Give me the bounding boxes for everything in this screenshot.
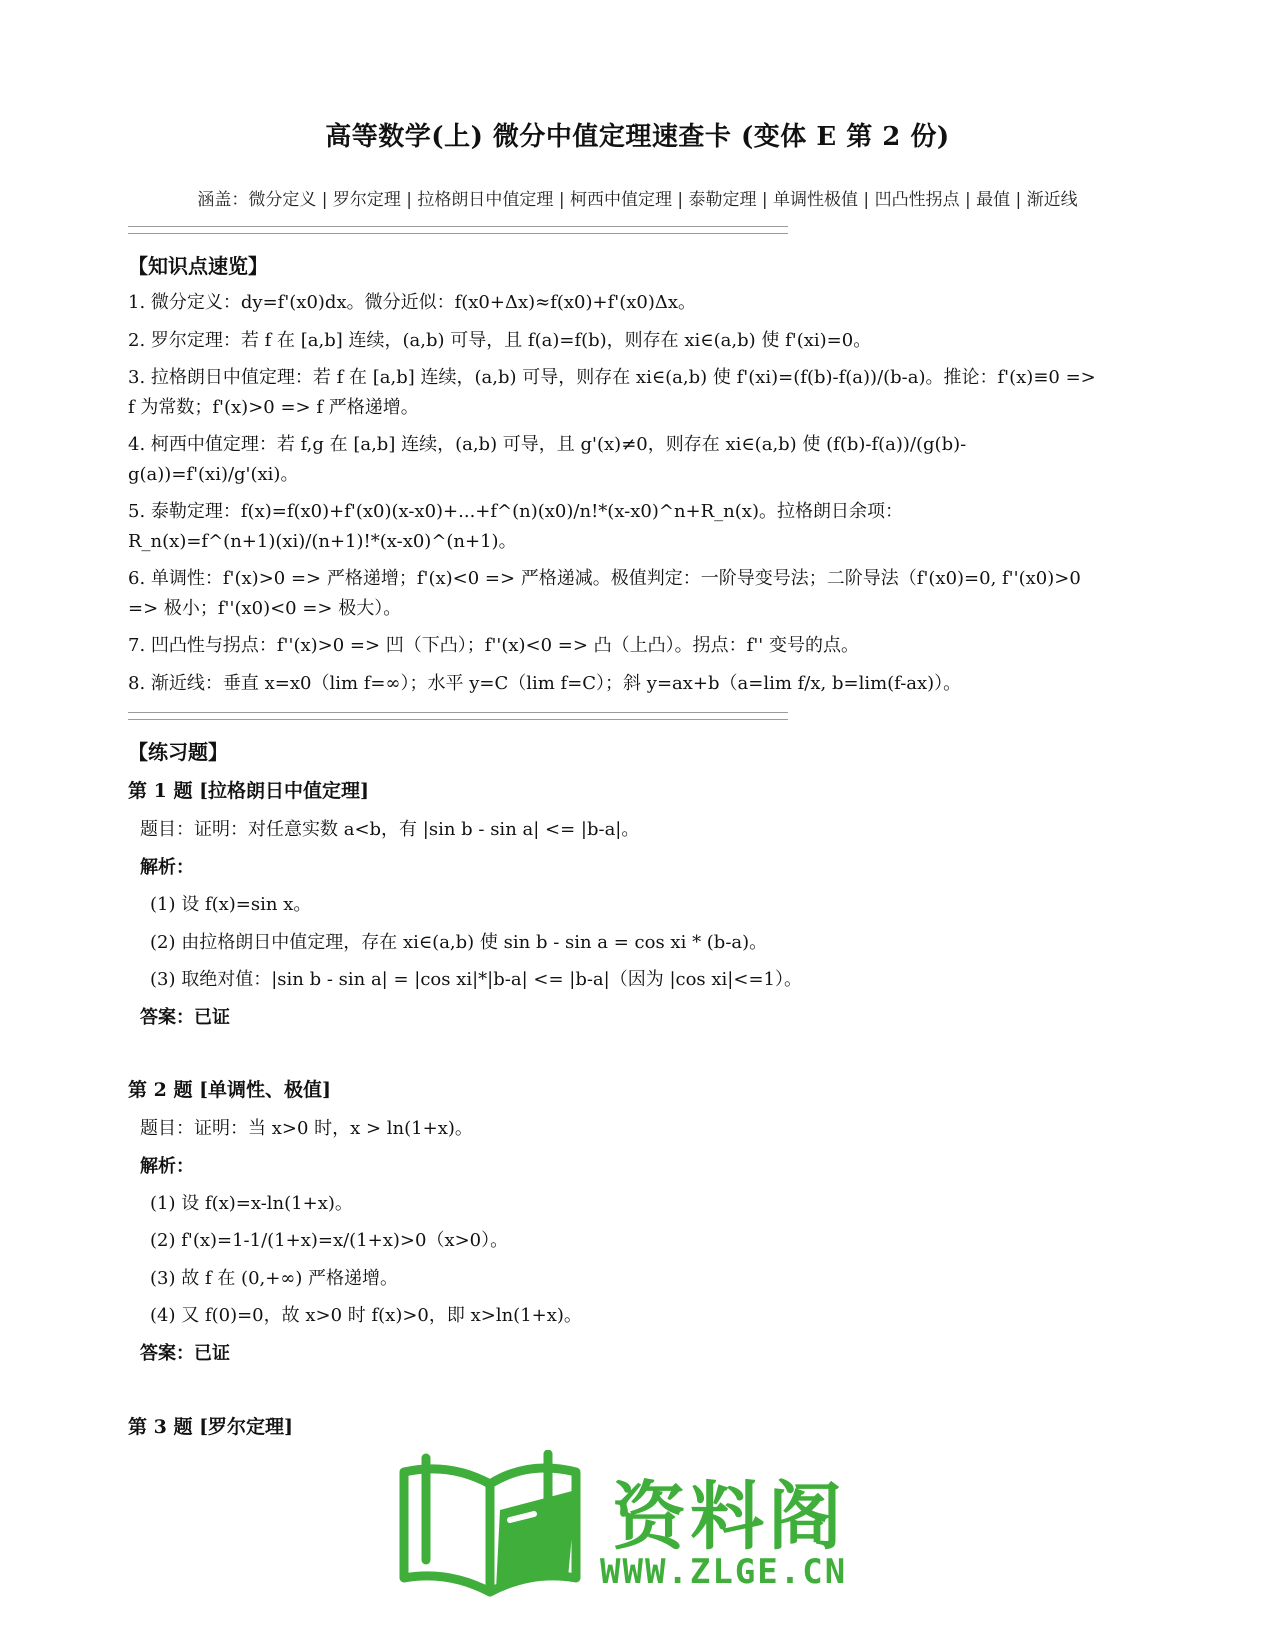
question-1-step: (1) 设 f(x)=sin x。 [150, 894, 312, 915]
knowledge-item: 3. 拉格朗日中值定理：若 f 在 [a,b] 连续，(a,b) 可导，则存在 xi∈(a,b) 使 f'(xi)=(f(b)-f(a))/(b-a)。推论：f'(x)≡0 => [128, 367, 1096, 388]
knowledge-item: 1. 微分定义：dy=f'(x0)dx。微分近似：f(x0+Δx)≈f(x0)+f'(x0)Δx。 [128, 292, 697, 313]
knowledge-item: 7. 凹凸性与拐点：f''(x)>0 => 凹（下凸）；f''(x)<0 => 凸（上凸）。拐点：f'' 变号的点。 [128, 635, 859, 656]
question-2-step: (1) 设 f(x)=x-ln(1+x)。 [150, 1193, 353, 1214]
question-1-answer: 答案：已证 [140, 1007, 230, 1028]
knowledge-item: 2. 罗尔定理：若 f 在 [a,b] 连续，(a,b) 可导，且 f(a)=f(b)，则存在 xi∈(a,b) 使 f'(xi)=0。 [128, 330, 872, 351]
knowledge-item: 4. 柯西中值定理：若 f,g 在 [a,b] 连续，(a,b) 可导，且 g'(x)≠0，则存在 xi∈(a,b) 使 (f(b)-f(a))/(g(b)- [128, 434, 967, 455]
knowledge-item-cont: => 极小；f''(x0)<0 => 极大）。 [128, 598, 402, 619]
question-1-heading: 第 1 题 [拉格朗日中值定理] [128, 780, 370, 802]
section-heading-practice: 【练习题】 [128, 740, 228, 764]
question-2-step: (2) f'(x)=1-1/(1+x)=x/(1+x)>0（x>0）。 [150, 1230, 509, 1251]
divider [128, 226, 788, 234]
question-1-step: (2) 由拉格朗日中值定理，存在 xi∈(a,b) 使 sin b - sin a = cos xi * (b-a)。 [150, 932, 768, 953]
knowledge-item: 8. 渐近线：垂直 x=x0（lim f=∞）；水平 y=C（lim f=C）；斜 y=ax+b（a=lim f/x, b=lim(f-ax)）。 [128, 673, 962, 694]
knowledge-item-cont: f 为常数；f'(x)>0 => f 严格递增。 [128, 397, 419, 418]
question-2-answer: 答案：已证 [140, 1343, 230, 1364]
question-2-step: (3) 故 f 在 (0,+∞) 严格递增。 [150, 1268, 399, 1289]
question-3-heading: 第 3 题 [罗尔定理] [128, 1416, 294, 1438]
knowledge-item-cont: g(a))=f'(xi)/g'(xi)。 [128, 464, 299, 485]
watermark-url: WWW.ZLGE.CN [600, 1552, 848, 1592]
watermark-brand: 资料阁 [612, 1474, 846, 1560]
page-title: 高等数学(上) 微分中值定理速查卡 (变体 E 第 2 份) [325, 122, 950, 152]
question-2-step: (4) 又 f(0)=0，故 x>0 时 f(x)>0，即 x>ln(1+x)。 [150, 1305, 582, 1326]
question-1-stem: 题目：证明：对任意实数 a<b，有 |sin b - sin a| <= |b-a|。 [140, 819, 640, 840]
question-1-step: (3) 取绝对值：|sin b - sin a| = |cos xi|*|b-a| <= |b-a|（因为 |cos xi|<=1）。 [150, 969, 802, 990]
knowledge-item-cont: R_n(x)=f^(n+1)(xi)/(n+1)!*(x-x0)^(n+1)。 [128, 531, 517, 552]
question-2-stem: 题目：证明：当 x>0 时，x > ln(1+x)。 [140, 1118, 473, 1139]
question-2-analysis-label: 解析： [140, 1156, 194, 1177]
knowledge-item: 5. 泰勒定理：f(x)=f(x0)+f'(x0)(x-x0)+...+f^(n)(x0)/n!*(x-x0)^n+R_n(x)。拉格朗日余项： [128, 501, 903, 522]
question-1-analysis-label: 解析： [140, 857, 194, 878]
page-subtitle: 涵盖：微分定义 | 罗尔定理 | 拉格朗日中值定理 | 柯西中值定理 | 泰勒定理 | 单调性极值 | 凹凸性拐点 | 最值 | 渐近线 [197, 190, 1078, 210]
divider [128, 712, 788, 720]
question-2-heading: 第 2 题 [单调性、极值] [128, 1079, 332, 1101]
section-heading-knowledge: 【知识点速览】 [128, 254, 268, 278]
knowledge-item: 6. 单调性：f'(x)>0 => 严格递增；f'(x)<0 => 严格递减。极值判定：一阶导变号法；二阶导法（f'(x0)=0, f''(x0)>0 [128, 568, 1081, 589]
